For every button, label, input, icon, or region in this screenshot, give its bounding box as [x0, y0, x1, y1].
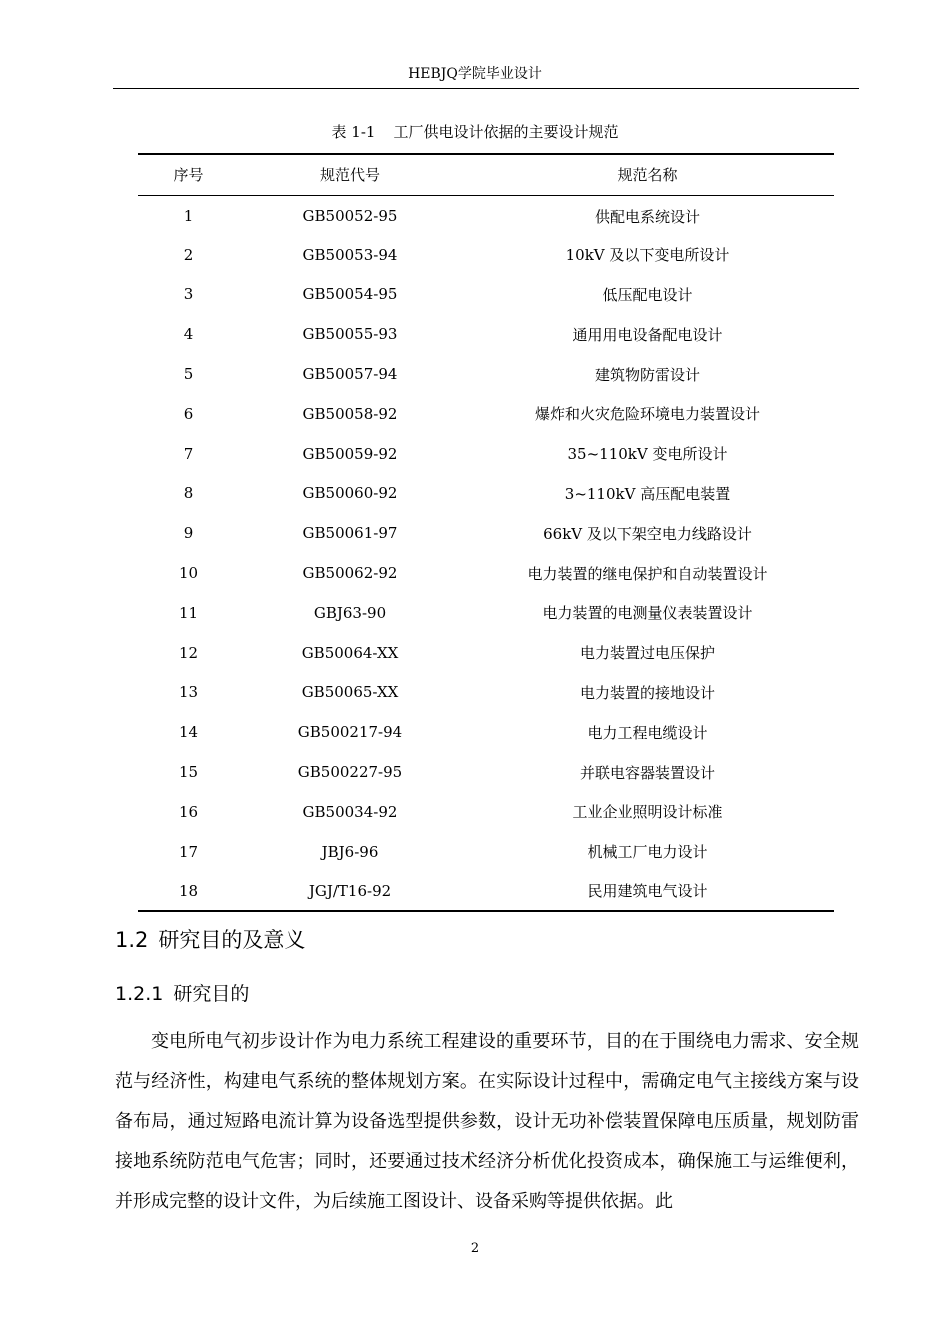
cell-code: JBJ6-96 — [321, 842, 379, 861]
table-header-row — [138, 154, 834, 195]
table-row — [138, 513, 834, 553]
table-caption — [0, 121, 950, 143]
table-row — [138, 553, 834, 593]
table-row — [138, 752, 834, 792]
cell-name: 35~110kV 变电所设计 — [567, 445, 728, 464]
cell-code: GBJ63-90 — [313, 603, 387, 622]
cell-no: 12 — [178, 643, 199, 662]
table-row — [138, 673, 834, 713]
table-row — [138, 593, 834, 633]
cell-name: 电力装置的接地设计 — [579, 683, 715, 702]
spec-table — [138, 153, 834, 912]
table-row — [138, 712, 834, 752]
table-row — [138, 235, 834, 275]
cell-no: 3 — [183, 285, 194, 304]
cell-no: 15 — [178, 763, 199, 782]
cell-code: JGJ/T16-92 — [239, 872, 461, 912]
cell-no: 9 — [183, 524, 194, 543]
subsection-title: 研究目的 — [173, 983, 250, 1005]
cell-name: 3~110kV 高压配电装置 — [564, 484, 731, 503]
cell-name: 爆炸和火灾危险环境电力装置设计 — [534, 405, 760, 424]
cell-code: GB50062-92 — [302, 564, 398, 583]
cell-no: 6 — [183, 404, 194, 423]
cell-name: 工业企业照明设计标准 — [572, 803, 723, 822]
table-row — [138, 633, 834, 673]
table-row — [138, 434, 834, 474]
cell-name: 并联电容器装置设计 — [579, 763, 715, 782]
cell-code: GB50053-94 — [302, 245, 398, 264]
cell-no: 14 — [178, 723, 199, 742]
cell-name: 10kV 及以下变电所设计 — [565, 246, 730, 265]
section-title: 研究目的及意义 — [158, 928, 306, 952]
table-row — [138, 314, 834, 354]
cell-code: GB50034-92 — [302, 802, 398, 821]
cell-name: 机械工厂电力设计 — [587, 843, 708, 862]
cell-code: GB50058-92 — [302, 404, 398, 423]
cell-code: GB50064-XX — [301, 643, 399, 662]
cell-code: GB50059-92 — [302, 444, 398, 463]
cell-name: 66kV 及以下架空电力线路设计 — [543, 524, 752, 543]
cell-no: 5 — [183, 365, 194, 384]
running-header: HEBJQ学院毕业设计 — [408, 66, 542, 82]
cell-no: 2 — [183, 245, 194, 264]
cell-no: 18 — [138, 872, 239, 912]
column-header-no: 序号 — [138, 154, 239, 195]
cell-code: GB500217-94 — [297, 723, 403, 742]
cell-name: 电力装置的继电保护和自动装置设计 — [527, 564, 768, 583]
table-row — [138, 832, 834, 872]
cell-code: GB50057-94 — [302, 365, 398, 384]
table-row — [138, 792, 834, 832]
cell-no: 13 — [178, 683, 199, 702]
cell-no: 16 — [178, 802, 199, 821]
section-number: 1.2 — [115, 928, 149, 952]
cell-code: GB50054-95 — [302, 285, 398, 304]
cell-name: 通用用电设备配电设计 — [572, 325, 723, 344]
cell-no: 7 — [183, 444, 194, 463]
cell-no: 17 — [178, 842, 199, 861]
cell-name: 建筑物防雷设计 — [594, 365, 700, 384]
cell-no: 4 — [183, 325, 194, 344]
cell-name: 电力装置过电压保护 — [579, 644, 715, 663]
table-caption-title: 工厂供电设计依据的主要设计规范 — [393, 123, 619, 141]
cell-name: 低压配电设计 — [602, 285, 693, 304]
cell-no: 11 — [178, 603, 199, 622]
page-number: 2 — [470, 1241, 480, 1256]
table-row — [138, 195, 834, 235]
cell-code: GB50060-92 — [302, 484, 398, 503]
table-body — [138, 195, 834, 911]
cell-name: 民用建筑电气设计 — [461, 872, 834, 912]
table-caption-number: 表 1-1 — [331, 123, 376, 141]
header-rule — [113, 88, 859, 89]
table-row — [138, 354, 834, 394]
cell-code: GB50052-95 — [302, 207, 398, 226]
subsection-number: 1.2.1 — [115, 983, 164, 1005]
cell-name: 电力工程电缆设计 — [587, 723, 708, 742]
table-row — [138, 275, 834, 315]
cell-code: GB50061-97 — [302, 524, 398, 543]
cell-name: 电力装置的电测量仪表装置设计 — [542, 604, 753, 623]
cell-name: 供配电系统设计 — [594, 207, 700, 226]
body-paragraph: 变电所电气初步设计作为电力系统工程建设的重要环节，目的在于围绕电力需求、安全规范与经济性，构建电气系统的整体规划方案。在实际设计过程中，需确定电气主接线方案与设备布局，通过短路电流计算为设备选型提供参数，设计无功补偿装置保障电压质量，规划防雷接地系统防范电气危害；同时，还要通过技术经济分析优化投资成本，确保施工与运维便利，并形成完整的设计文件，为后续施工图设计、设备采购等提供依据。此 — [115, 1031, 859, 1212]
cell-code: GB50065-XX — [301, 683, 399, 702]
table-row — [138, 394, 834, 434]
cell-code: GB500227-95 — [297, 763, 403, 782]
cell-no: 8 — [183, 484, 194, 503]
table-row — [138, 872, 834, 912]
cell-code: GB50055-93 — [302, 325, 398, 344]
cell-no: 1 — [183, 207, 194, 226]
subsection-heading — [115, 980, 249, 1008]
column-header-name: 规范名称 — [461, 154, 834, 195]
cell-no: 10 — [178, 564, 199, 583]
column-header-code: 规范代号 — [239, 154, 461, 195]
table-row — [138, 474, 834, 514]
section-heading — [115, 925, 305, 955]
